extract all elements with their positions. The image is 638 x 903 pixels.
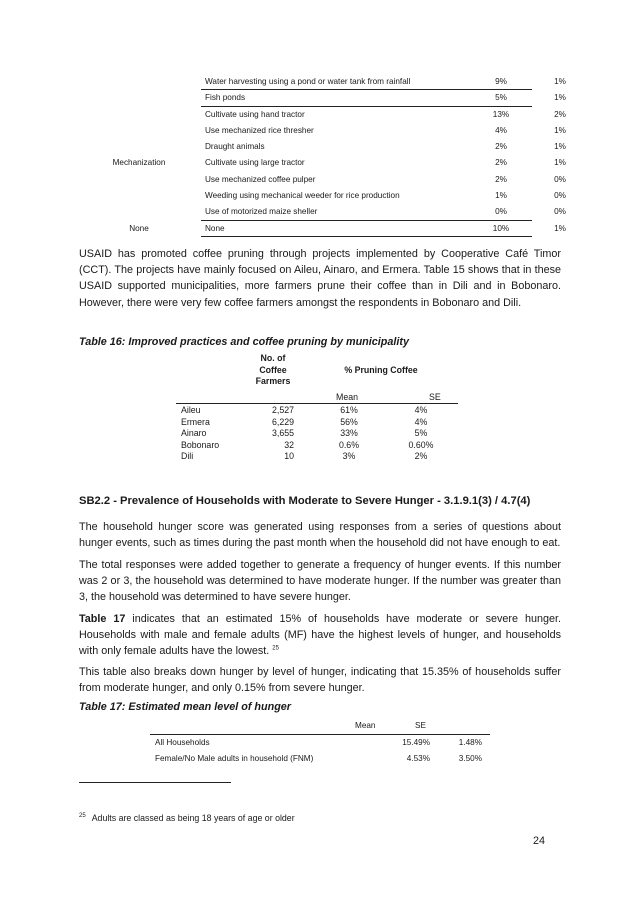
practice-segment bbox=[201, 123, 566, 139]
practice-cell: Cultivate using hand tractor bbox=[205, 109, 305, 119]
practice-segment bbox=[201, 204, 566, 220]
percent-cell: 1% bbox=[554, 158, 566, 168]
se-cell: 1.48% bbox=[458, 738, 482, 747]
table-row bbox=[80, 172, 566, 188]
farmers-cell: 2,527 bbox=[271, 405, 294, 415]
se-cell: 0.60% bbox=[408, 439, 434, 450]
header-pruning-coffee: % Pruning Coffee bbox=[344, 365, 418, 375]
table-row bbox=[176, 405, 458, 417]
se-cell: 4% bbox=[414, 416, 428, 427]
table-row bbox=[176, 440, 458, 452]
section-heading-sb2-2: SB2.2 - Prevalence of Households with Moderate to Severe Hunger - 3.1.9.1(3) / 4.7(4) bbox=[79, 495, 531, 507]
header-farmers-line-1: No. of bbox=[260, 353, 286, 363]
municipality-cell: Ainaro bbox=[181, 428, 207, 438]
municipality-cell: Aileu bbox=[181, 405, 201, 415]
label-cell: Female/No Male adults in household (FNM) bbox=[155, 754, 314, 763]
table-row bbox=[80, 123, 566, 139]
percent-cell: 1% bbox=[554, 77, 566, 86]
percent-cell: 0% bbox=[495, 207, 507, 217]
practice-segment bbox=[201, 221, 566, 237]
farmers-cell: 6,229 bbox=[271, 416, 294, 427]
table-16-header-rule bbox=[176, 403, 458, 404]
percent-cell: 13% bbox=[492, 109, 510, 119]
municipality-cell: Dili bbox=[181, 451, 194, 461]
table-row bbox=[80, 74, 566, 90]
category-cell: Mechanization bbox=[112, 158, 166, 168]
subheader-se: SE bbox=[429, 392, 441, 402]
table-16-caption: Table 16: Improved practices and coffee pruning by municipality bbox=[79, 336, 409, 348]
mean-cell: 56% bbox=[340, 416, 358, 427]
percent-cell: 2% bbox=[495, 158, 507, 168]
paragraph-table-17-summary bbox=[79, 611, 561, 660]
paragraph-total-responses: The total responses were added together to generate a frequency of hunger events. If this number was 2 or 3, the household was determined to have moderate hunger. If the number was greater than 3, the household was determined to have severe hunger. bbox=[79, 559, 561, 604]
practice-cell: Draught animals bbox=[205, 142, 265, 152]
mean-cell: 4.53% bbox=[406, 754, 430, 763]
table-row bbox=[176, 428, 458, 440]
table-row bbox=[80, 221, 566, 237]
percent-cell: 9% bbox=[495, 77, 507, 86]
percent-cell: 1% bbox=[554, 223, 566, 233]
table-row bbox=[80, 90, 566, 106]
paragraph-coffee-pruning: USAID has promoted coffee pruning through projects implemented by Cooperative Café Timor (CCT). The projects have mainly focused on Aileu, Ainaro, and Ermera. Table 15 shows that in these USAID supported municipalities, more farmers prune their coffee than in Dili and in Bobonaro. However, there were very few coffee farmers amongst the respondents in Bobonaro and Dili. bbox=[79, 248, 561, 309]
se-cell: 5% bbox=[414, 428, 428, 438]
practice-segment bbox=[201, 107, 566, 123]
percent-cell: 1% bbox=[554, 125, 566, 135]
percent-cell: 0% bbox=[554, 174, 566, 184]
table-17-caption: Table 17: Estimated mean level of hunger bbox=[79, 701, 291, 713]
farmers-cell: 32 bbox=[284, 439, 294, 450]
percent-cell: 2% bbox=[554, 109, 566, 119]
practice-cell: Fish ponds bbox=[205, 93, 246, 103]
practice-cell: Use mechanized rice thresher bbox=[205, 125, 314, 135]
se-cell: 4% bbox=[414, 405, 428, 415]
mean-cell: 3% bbox=[342, 451, 356, 461]
percent-cell: 4% bbox=[495, 125, 507, 135]
footnote-text: Adults are classed as being 18 years of age or older bbox=[91, 813, 295, 823]
percent-cell: 0% bbox=[554, 207, 566, 217]
footnote-separator bbox=[79, 782, 231, 783]
percent-cell: 2% bbox=[495, 142, 507, 152]
municipality-cell: Bobonaro bbox=[181, 439, 220, 450]
table-row bbox=[80, 107, 566, 123]
paragraph-table-17-text: indicates that an estimated 15% of households have moderate or severe hunger. Households with male and female adults (MF) have the highest levels of hunger, and households with only female adults have the lowest. bbox=[79, 613, 561, 658]
table-row bbox=[80, 204, 566, 220]
practice-cell: Use mechanized coffee pulper bbox=[205, 174, 316, 184]
header-farmers-line-3: Farmers bbox=[255, 376, 291, 386]
footnote bbox=[79, 813, 295, 823]
municipality-cell: Ermera bbox=[181, 416, 210, 427]
percent-cell: 1% bbox=[554, 142, 566, 152]
practice-segment bbox=[201, 172, 566, 188]
se-cell: 3.50% bbox=[458, 754, 482, 763]
practice-cell: Water harvesting using a pond or water tank from rainfall bbox=[205, 77, 411, 86]
practice-cell: Cultivate using large tractor bbox=[205, 158, 305, 168]
table-row bbox=[150, 735, 490, 751]
table-row bbox=[80, 139, 566, 155]
percent-cell: 1% bbox=[495, 191, 507, 201]
mean-cell: 33% bbox=[340, 428, 358, 438]
paragraph-hunger-breakdown: This table also breaks down hunger by level of hunger, indicating that 15.35% of households suffer from moderate hunger, and only 0.15% from severe hunger. bbox=[79, 666, 561, 695]
se-cell: 2% bbox=[414, 451, 428, 461]
practice-segment bbox=[201, 155, 566, 171]
practice-segment bbox=[201, 74, 566, 90]
practice-cell: Use of motorized maize sheller bbox=[205, 207, 318, 217]
header-mean: Mean bbox=[355, 721, 376, 730]
table-17-reference: Table 17 bbox=[79, 613, 126, 625]
percent-cell: 10% bbox=[492, 223, 510, 233]
label-cell: All Households bbox=[155, 738, 210, 747]
practice-segment bbox=[201, 188, 566, 204]
practice-segment bbox=[201, 90, 566, 106]
page-number: 24 bbox=[533, 835, 546, 847]
mean-cell: 0.6% bbox=[338, 439, 360, 450]
header-farmers-line-2: Coffee bbox=[259, 364, 287, 375]
percent-cell: 5% bbox=[495, 93, 507, 103]
table-row bbox=[80, 155, 566, 171]
percent-cell: 1% bbox=[554, 93, 566, 103]
header-se: SE bbox=[415, 721, 426, 730]
percent-cell: 2% bbox=[495, 174, 507, 184]
subheader-mean: Mean bbox=[336, 392, 359, 402]
header-coffee-farmers bbox=[248, 353, 298, 388]
table-row bbox=[176, 451, 458, 463]
farmers-cell: 3,655 bbox=[271, 428, 294, 438]
footnote-number: 25 bbox=[79, 813, 86, 820]
table-row bbox=[150, 751, 490, 767]
practice-segment bbox=[201, 139, 566, 155]
practice-cell: Weeding using mechanical weeder for rice production bbox=[205, 191, 400, 201]
farmers-cell: 10 bbox=[284, 451, 294, 461]
category-cell: None bbox=[129, 223, 149, 233]
practice-cell: None bbox=[205, 223, 225, 233]
mean-cell: 61% bbox=[340, 405, 358, 415]
percent-cell: 0% bbox=[554, 191, 566, 201]
table-15-continued bbox=[80, 74, 566, 237]
paragraph-hunger-score: The household hunger score was generated using responses from a series of questions about hunger events, such as times during the past month when the household did not have enough to eat. bbox=[79, 521, 561, 550]
table-row bbox=[176, 417, 458, 429]
mean-cell: 15.49% bbox=[402, 738, 430, 747]
table-row bbox=[80, 188, 566, 204]
footnote-reference[interactable]: 25 bbox=[272, 645, 279, 652]
